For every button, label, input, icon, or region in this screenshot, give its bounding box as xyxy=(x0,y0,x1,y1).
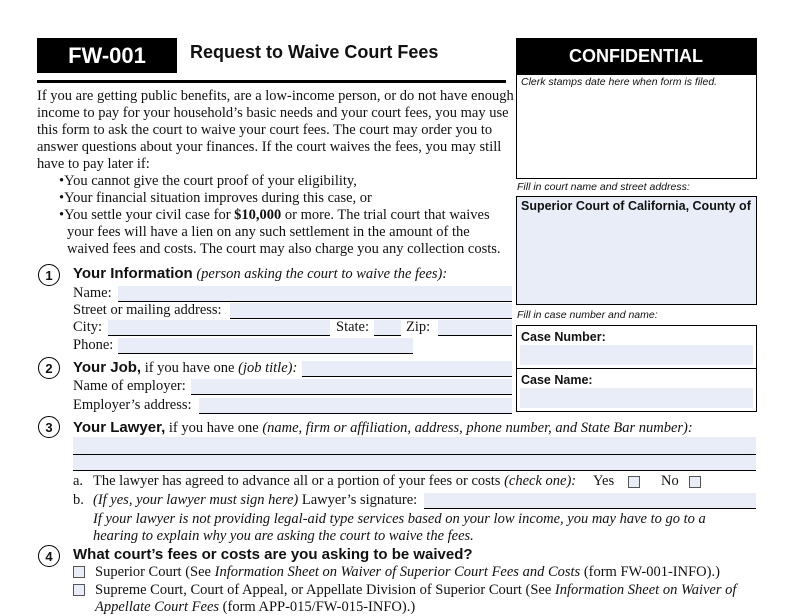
case-divider xyxy=(517,368,756,369)
lawyer-info-field-2[interactable] xyxy=(73,455,756,471)
employer-label: Name of employer: xyxy=(73,378,186,394)
employer-address-field[interactable] xyxy=(199,398,512,414)
item-3a-label: The lawyer has agreed to advance all or a portion of your fees or costs xyxy=(93,473,505,489)
section-2-heading xyxy=(73,359,297,377)
section-1-subtitle: (person asking the court to waive the fees): xyxy=(196,266,448,282)
yes-label: Yes xyxy=(593,473,615,489)
opt2-info-sheet: Information Sheet on Waiver of Appellate Court Fees xyxy=(95,582,737,615)
confidential-banner: CONFIDENTIAL xyxy=(516,38,756,75)
section-3-subtitle-italic: (name, firm or affiliation, address, phone number, and State Bar number): xyxy=(262,420,693,436)
lawyer-info-field-1[interactable] xyxy=(73,437,756,455)
address-field[interactable] xyxy=(230,303,512,319)
court-name-box[interactable] xyxy=(516,196,757,305)
item-3a-text xyxy=(93,473,576,490)
zip-field[interactable] xyxy=(438,320,512,336)
intro-text xyxy=(37,88,515,258)
appellate-court-checkbox[interactable] xyxy=(73,584,85,596)
employer-address-label: Employer’s address: xyxy=(73,397,192,413)
item-3b-instruction: (If yes, your lawyer must sign here) xyxy=(93,492,299,508)
intro-bullet-2: •Your financial situation improves during this case, or xyxy=(59,190,372,206)
superior-court-option xyxy=(95,564,720,581)
clerk-stamp-note: Clerk stamps date here when form is filed. xyxy=(521,76,718,88)
bullet3-amount: $10,000 xyxy=(234,207,282,223)
phone-label: Phone: xyxy=(73,337,114,353)
intro-bullet-1: •You cannot give the court proof of your eligibility, xyxy=(59,173,357,189)
opt1-info-sheet: Information Sheet on Waiver of Superior Court Fees and Costs xyxy=(214,564,581,580)
item-3b-marker: b. xyxy=(73,492,84,508)
case-box xyxy=(516,325,757,412)
section-3-number: 3 xyxy=(38,416,60,438)
item-3b-label: Lawyer’s signature: xyxy=(298,492,418,508)
item-3b-note: If your lawyer is not providing legal-aid type services based on your low income, you may have to go to a hearing to explain why you are asking the court to waive the fees. xyxy=(93,511,706,544)
state-label: State: xyxy=(336,319,370,335)
case-number-field[interactable] xyxy=(520,345,753,365)
court-name-label: Superior Court of California, County of xyxy=(521,199,751,213)
item-3a-marker: a. xyxy=(73,473,84,489)
section-2-subtitle: if you have one xyxy=(141,360,239,376)
form-title: Request to Waive Court Fees xyxy=(190,42,439,62)
section-2-subtitle-italic: (job title): xyxy=(238,360,298,376)
city-field[interactable] xyxy=(108,320,330,336)
employer-field[interactable] xyxy=(191,379,512,395)
header-rule xyxy=(37,80,506,83)
name-field[interactable] xyxy=(118,286,512,302)
bullet3-pre: •You settle your civil case for xyxy=(59,207,235,223)
zip-label: Zip: xyxy=(406,319,431,335)
case-name-field[interactable] xyxy=(520,388,753,408)
section-2-number: 2 xyxy=(38,357,60,379)
section-1-number: 1 xyxy=(38,264,60,286)
no-checkbox[interactable] xyxy=(689,476,701,488)
opt2-post: (form APP-015/FW-015-INFO).) xyxy=(219,599,416,615)
name-label: Name: xyxy=(73,285,112,301)
intro-paragraph: If you are getting public benefits, are a low-income person, or do not have enough income to pay for your household’s basic needs and your court fees, you may use this form to ask the court to waive your court fees. The court may order you to answer questions about your finances. If the court waives the fees, you may still have to pay later if: xyxy=(37,88,514,172)
item-3a-check-one: (check one): xyxy=(504,473,577,489)
opt1-pre: Superior Court (See xyxy=(95,564,215,580)
intro-bullets xyxy=(37,173,515,258)
yes-checkbox[interactable] xyxy=(628,476,640,488)
case-number-label: Case Number: xyxy=(521,330,606,344)
phone-field[interactable] xyxy=(118,338,413,354)
superior-court-checkbox[interactable] xyxy=(73,566,85,578)
lawyer-signature-field[interactable] xyxy=(424,493,756,509)
appellate-court-option xyxy=(95,582,760,616)
section-4-number: 4 xyxy=(38,545,60,567)
address-label: Street or mailing address: xyxy=(73,302,222,318)
section-1-heading xyxy=(73,265,447,283)
bullet3-post: or more. The trial court that waives your fees will have a lien on any such settlement in the amount of the waived fees and costs. The court may also charge you any collection costs. xyxy=(67,207,501,257)
opt2-pre: Supreme Court, Court of Appeal, or Appellate Division of Superior Court (See xyxy=(95,582,555,598)
section-4-title: What court’s fees or costs are you asking to be waived? xyxy=(73,546,473,563)
court-name-hint: Fill in court name and street address: xyxy=(517,181,690,193)
section-3-subtitle: if you have one xyxy=(165,420,263,436)
section-1-title: Your Information xyxy=(73,265,193,282)
job-title-field[interactable] xyxy=(302,361,512,377)
item-3b-text xyxy=(93,492,417,509)
no-label: No xyxy=(661,473,679,489)
opt1-post: (form FW-001-INFO).) xyxy=(580,564,720,580)
state-field[interactable] xyxy=(374,320,401,336)
case-name-label: Case Name: xyxy=(521,373,593,387)
form-number: FW-001 xyxy=(37,38,177,73)
intro-bullet-3 xyxy=(37,207,515,258)
section-2-title: Your Job, xyxy=(73,359,142,376)
city-label: City: xyxy=(73,319,103,335)
section-3-title: Your Lawyer, xyxy=(73,419,166,436)
case-hint: Fill in case number and name: xyxy=(517,309,658,321)
section-3-heading xyxy=(73,419,693,437)
